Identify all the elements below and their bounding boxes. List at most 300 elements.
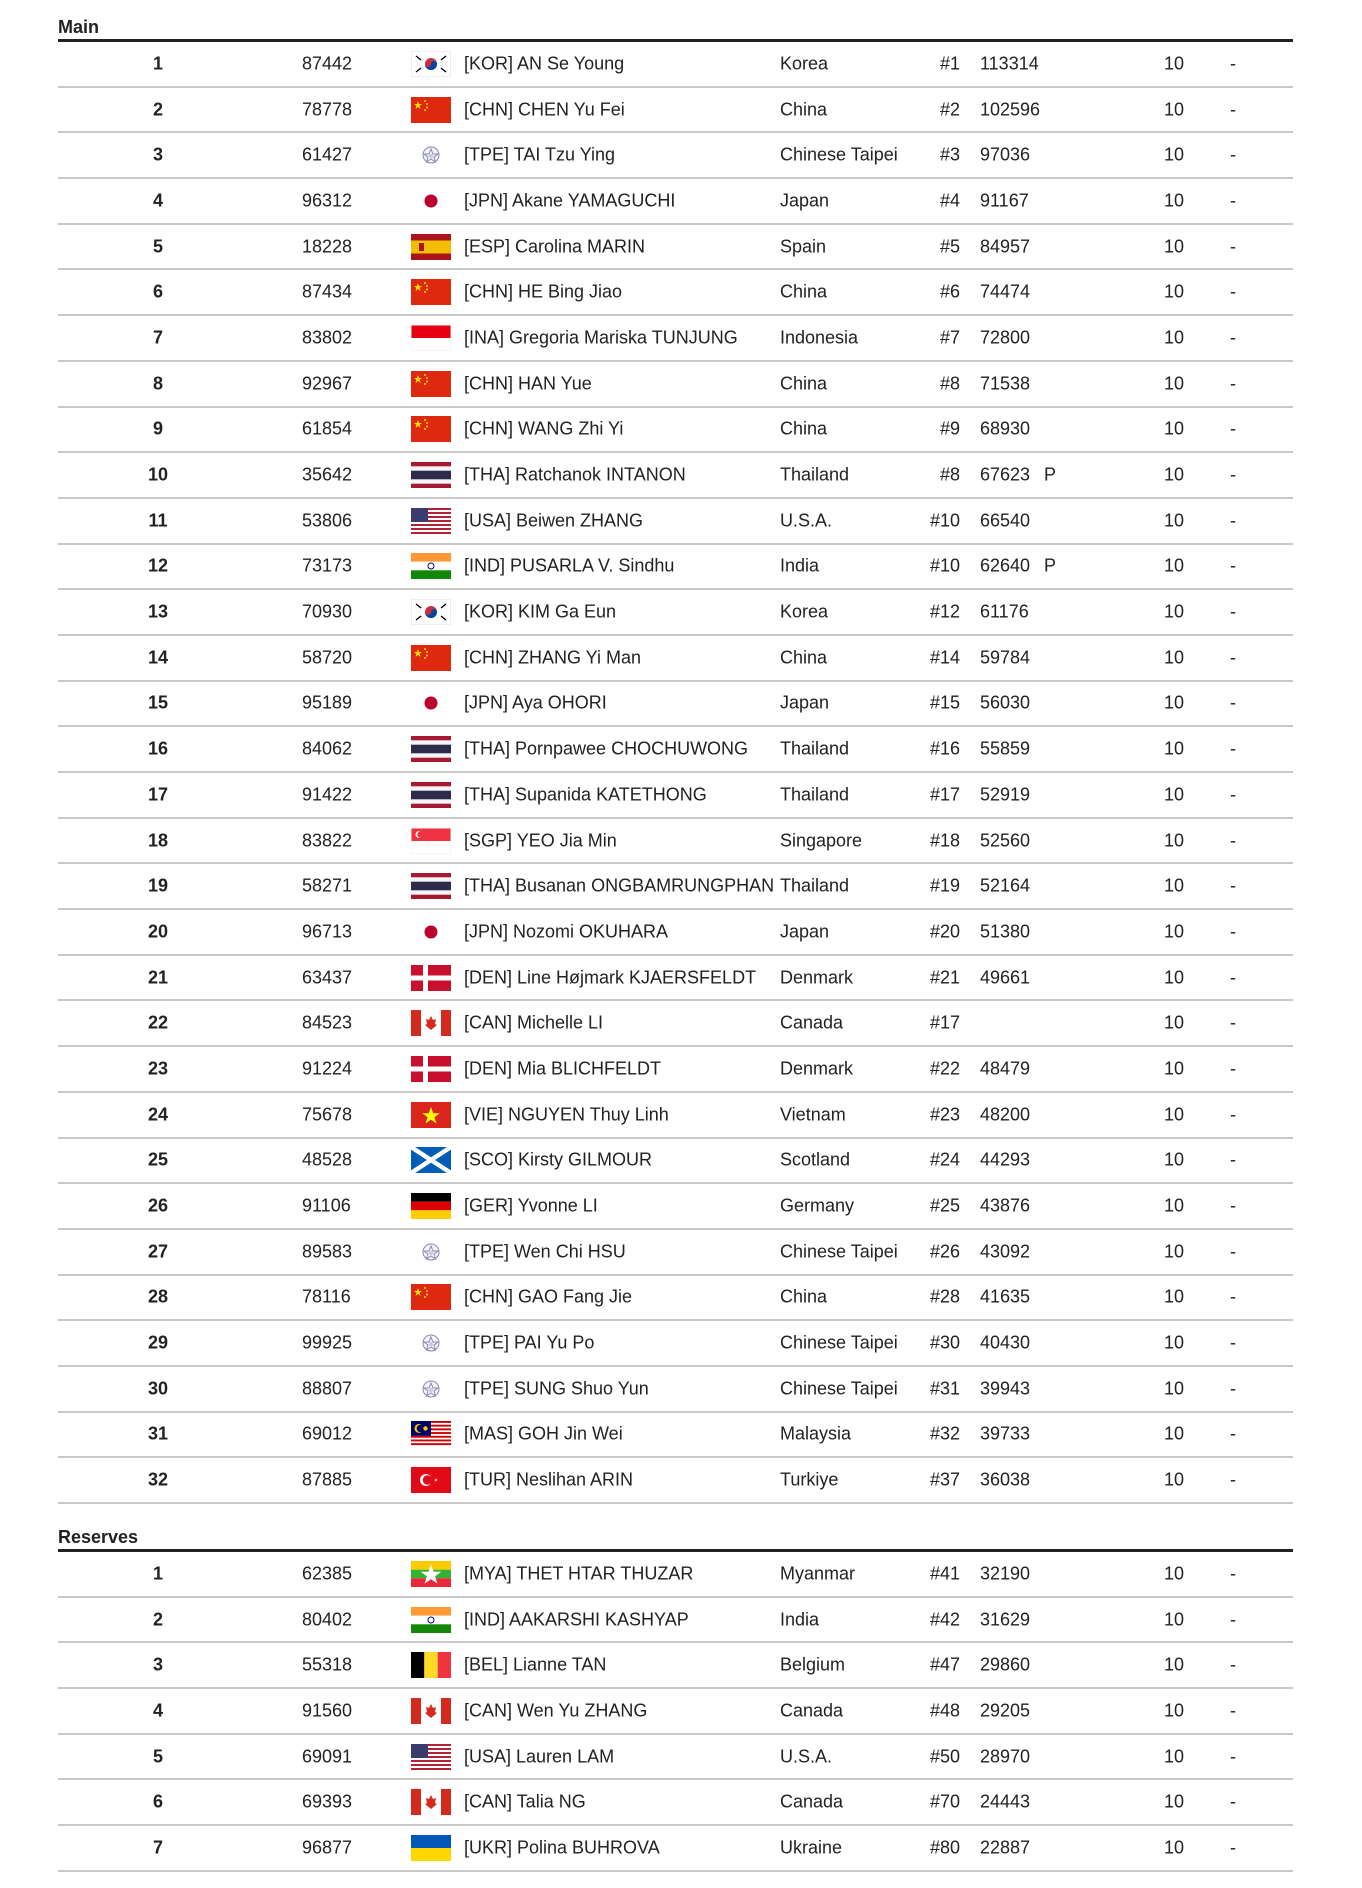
player-name-cell: [THA] Busanan ONGBAMRUNGPHAN bbox=[464, 875, 775, 896]
kor-flag-icon bbox=[411, 51, 451, 77]
table-row bbox=[58, 1001, 1293, 1047]
player-id-cell: 84523 bbox=[302, 1012, 353, 1033]
mya-flag-icon bbox=[411, 1561, 451, 1587]
world-ranking-cell: #14 bbox=[929, 647, 960, 668]
tournaments-cell: 10 bbox=[1164, 1563, 1185, 1584]
country-cell: U.S.A. bbox=[780, 1746, 833, 1767]
dash-cell: - bbox=[1230, 1469, 1236, 1490]
table-row bbox=[58, 408, 1293, 454]
player-name-cell: [TPE] PAI Yu Po bbox=[464, 1332, 595, 1353]
player-name-cell: [UKR] Polina BUHROVA bbox=[464, 1837, 660, 1858]
rank-cell: 7 bbox=[152, 1837, 163, 1858]
world-ranking-cell: #4 bbox=[939, 190, 960, 211]
tournaments-cell: 10 bbox=[1164, 1241, 1185, 1262]
chn-flag-icon bbox=[411, 279, 451, 305]
dash-cell: - bbox=[1230, 1791, 1236, 1812]
player-id-cell: 95189 bbox=[302, 692, 353, 713]
table-row bbox=[58, 42, 1293, 88]
country-cell: Myanmar bbox=[780, 1563, 856, 1584]
chn-flag-icon bbox=[411, 97, 451, 123]
world-ranking-cell: #9 bbox=[939, 418, 960, 439]
world-ranking-cell: #17 bbox=[929, 784, 960, 805]
country-cell: Ukraine bbox=[780, 1837, 843, 1858]
chn-flag-icon bbox=[411, 371, 451, 397]
player-name-cell: [CHN] ZHANG Yi Man bbox=[464, 647, 642, 668]
country-cell: Canada bbox=[780, 1791, 844, 1812]
world-ranking-cell: #42 bbox=[929, 1609, 960, 1630]
player-id-cell: 55318 bbox=[302, 1654, 353, 1675]
rank-cell: 6 bbox=[152, 281, 163, 302]
chn-flag-icon bbox=[411, 416, 451, 442]
rank-cell: 5 bbox=[152, 1746, 163, 1767]
table-row bbox=[58, 545, 1293, 591]
player-id-cell: 87885 bbox=[302, 1469, 353, 1490]
table-row bbox=[58, 590, 1293, 636]
dash-cell: - bbox=[1230, 464, 1236, 485]
points-cell: 56030 bbox=[980, 692, 1031, 713]
player-name-cell: [IND] AAKARSHI KASHYAP bbox=[464, 1609, 689, 1630]
points-cell: 48200 bbox=[980, 1104, 1031, 1125]
dash-cell: - bbox=[1230, 373, 1236, 394]
dash-cell: - bbox=[1230, 1609, 1236, 1630]
player-name-cell: [MAS] GOH Jin Wei bbox=[464, 1423, 623, 1444]
table-row bbox=[58, 1367, 1293, 1413]
can-flag-icon bbox=[411, 1010, 451, 1036]
tournaments-cell: 10 bbox=[1164, 418, 1185, 439]
table-row bbox=[58, 1826, 1293, 1872]
den-flag-icon bbox=[411, 1056, 451, 1082]
player-id-cell: 87434 bbox=[302, 281, 353, 302]
dash-cell: - bbox=[1230, 921, 1236, 942]
tournaments-cell: 10 bbox=[1164, 190, 1185, 211]
player-name-cell: [CAN] Michelle LI bbox=[464, 1012, 604, 1033]
country-cell: Germany bbox=[780, 1195, 855, 1216]
player-id-cell: 18228 bbox=[302, 236, 353, 257]
table-row bbox=[58, 819, 1293, 865]
world-ranking-cell: #18 bbox=[929, 830, 960, 851]
country-cell: Thailand bbox=[780, 784, 850, 805]
table-row bbox=[58, 1598, 1293, 1644]
player-id-cell: 91422 bbox=[302, 784, 353, 805]
tur-flag-icon bbox=[411, 1467, 451, 1493]
points-cell: 72800 bbox=[980, 327, 1031, 348]
player-id-cell: 73173 bbox=[302, 555, 353, 576]
points-cell: 97036 bbox=[980, 144, 1031, 165]
tournaments-cell: 10 bbox=[1164, 738, 1185, 759]
world-ranking-cell: #7 bbox=[939, 327, 960, 348]
rank-cell: 2 bbox=[152, 99, 163, 120]
rank-cell: 26 bbox=[147, 1195, 169, 1216]
table-row bbox=[58, 1552, 1293, 1598]
table-row bbox=[58, 1184, 1293, 1230]
player-name-cell: [CHN] GAO Fang Jie bbox=[464, 1286, 633, 1307]
country-cell: Thailand bbox=[780, 464, 850, 485]
can-flag-icon bbox=[411, 1789, 451, 1815]
tournaments-cell: 10 bbox=[1164, 1423, 1185, 1444]
world-ranking-cell: #23 bbox=[929, 1104, 960, 1125]
world-ranking-cell: #22 bbox=[929, 1058, 960, 1079]
table-row bbox=[58, 1735, 1293, 1781]
player-name-cell: [DEN] Mia BLICHFELDT bbox=[464, 1058, 662, 1079]
player-name-cell: [KOR] AN Se Young bbox=[464, 53, 625, 74]
dash-cell: - bbox=[1230, 190, 1236, 211]
table-row bbox=[58, 270, 1293, 316]
tpe-flag-icon bbox=[411, 1330, 451, 1356]
dash-cell: - bbox=[1230, 647, 1236, 668]
rank-cell: 32 bbox=[147, 1469, 169, 1490]
world-ranking-cell: #41 bbox=[929, 1563, 960, 1584]
player-name-cell: [JPN] Akane YAMAGUCHI bbox=[464, 190, 676, 211]
country-cell: Korea bbox=[780, 53, 829, 74]
dash-cell: - bbox=[1230, 1700, 1236, 1721]
dash-cell: - bbox=[1230, 1058, 1236, 1079]
country-cell: Canada bbox=[780, 1012, 844, 1033]
table-row bbox=[58, 1276, 1293, 1322]
jpn-flag-icon bbox=[411, 919, 451, 945]
world-ranking-cell: #5 bbox=[939, 236, 960, 257]
points-cell: 32190 bbox=[980, 1563, 1031, 1584]
country-cell: Chinese Taipei bbox=[780, 1332, 898, 1353]
tpe-flag-icon bbox=[411, 1239, 451, 1265]
jpn-flag-icon bbox=[411, 690, 451, 716]
dash-cell: - bbox=[1230, 1195, 1236, 1216]
dash-cell: - bbox=[1230, 1378, 1236, 1399]
player-name-cell: [GER] Yvonne LI bbox=[464, 1195, 598, 1216]
dash-cell: - bbox=[1230, 53, 1236, 74]
player-id-cell: 35642 bbox=[302, 464, 353, 485]
player-id-cell: 58271 bbox=[302, 875, 353, 896]
rank-cell: 1 bbox=[152, 1563, 163, 1584]
player-name-cell: [CHN] CHEN Yu Fei bbox=[464, 99, 625, 120]
country-cell: U.S.A. bbox=[780, 510, 833, 531]
player-id-cell: 89583 bbox=[302, 1241, 353, 1262]
world-ranking-cell: #17 bbox=[929, 1012, 960, 1033]
tournaments-cell: 10 bbox=[1164, 1012, 1185, 1033]
table-row bbox=[58, 179, 1293, 225]
ind-flag-icon bbox=[411, 1607, 451, 1633]
points-cell: 39943 bbox=[980, 1378, 1031, 1399]
tournaments-cell: 10 bbox=[1164, 1469, 1185, 1490]
dash-cell: - bbox=[1230, 692, 1236, 713]
ukr-flag-icon bbox=[411, 1835, 451, 1861]
rank-cell: 24 bbox=[147, 1104, 169, 1125]
table-row bbox=[58, 1230, 1293, 1276]
player-id-cell: 99925 bbox=[302, 1332, 353, 1353]
player-name-cell: [IND] PUSARLA V. Sindhu bbox=[464, 555, 675, 576]
player-id-cell: 91560 bbox=[302, 1700, 353, 1721]
dash-cell: - bbox=[1230, 1654, 1236, 1675]
points-cell: 28970 bbox=[980, 1746, 1031, 1767]
player-name-cell: [BEL] Lianne TAN bbox=[464, 1654, 607, 1675]
rank-cell: 12 bbox=[147, 555, 169, 576]
sco-flag-icon bbox=[411, 1147, 451, 1173]
points-cell: 40430 bbox=[980, 1332, 1031, 1353]
bel-flag-icon bbox=[411, 1652, 451, 1678]
player-name-cell: [USA] Lauren LAM bbox=[464, 1746, 615, 1767]
world-ranking-cell: #20 bbox=[929, 921, 960, 942]
points-cell: 48479 bbox=[980, 1058, 1031, 1079]
country-cell: Korea bbox=[780, 601, 829, 622]
dash-cell: - bbox=[1230, 738, 1236, 759]
player-id-cell: 92967 bbox=[302, 373, 353, 394]
table-row bbox=[58, 910, 1293, 956]
player-id-cell: 69012 bbox=[302, 1423, 353, 1444]
main-rows bbox=[58, 42, 1293, 1504]
player-name-cell: [KOR] KIM Ga Eun bbox=[464, 601, 617, 622]
tournaments-cell: 10 bbox=[1164, 1700, 1185, 1721]
tournaments-cell: 10 bbox=[1164, 1286, 1185, 1307]
player-name-cell: [JPN] Aya OHORI bbox=[464, 692, 607, 713]
country-cell: Malaysia bbox=[780, 1423, 852, 1444]
player-name-cell: [CAN] Talia NG bbox=[464, 1791, 586, 1812]
chn-flag-icon bbox=[411, 1284, 451, 1310]
chn-flag-icon bbox=[411, 645, 451, 671]
tournaments-cell: 10 bbox=[1164, 784, 1185, 805]
player-name-cell: [SCO] Kirsty GILMOUR bbox=[464, 1149, 653, 1170]
rank-cell: 7 bbox=[152, 327, 163, 348]
dash-cell: - bbox=[1230, 1104, 1236, 1125]
world-ranking-cell: #15 bbox=[929, 692, 960, 713]
rank-cell: 4 bbox=[152, 190, 163, 211]
rank-cell: 11 bbox=[148, 510, 168, 531]
table-row bbox=[58, 956, 1293, 1002]
dash-cell: - bbox=[1230, 1149, 1236, 1170]
player-id-cell: 58720 bbox=[302, 647, 353, 668]
tournaments-cell: 10 bbox=[1164, 1058, 1185, 1079]
player-name-cell: [INA] Gregoria Mariska TUNJUNG bbox=[464, 327, 738, 348]
country-cell: China bbox=[780, 647, 828, 668]
reserves-rows bbox=[58, 1552, 1293, 1872]
points-cell: 74474 bbox=[980, 281, 1031, 302]
rank-cell: 13 bbox=[147, 601, 169, 622]
player-name-cell: [THA] Ratchanok INTANON bbox=[464, 464, 686, 485]
dash-cell: - bbox=[1230, 601, 1236, 622]
world-ranking-cell: #3 bbox=[939, 144, 960, 165]
player-name-cell: [TPE] TAI Tzu Ying bbox=[464, 144, 616, 165]
world-ranking-cell: #12 bbox=[929, 601, 960, 622]
rank-cell: 4 bbox=[152, 1700, 163, 1721]
world-ranking-cell: #37 bbox=[929, 1469, 960, 1490]
tournaments-cell: 10 bbox=[1164, 875, 1185, 896]
rank-cell: 3 bbox=[152, 144, 163, 165]
rank-cell: 17 bbox=[147, 784, 169, 805]
table-row bbox=[58, 682, 1293, 728]
table-row bbox=[58, 773, 1293, 819]
table-row bbox=[58, 1780, 1293, 1826]
tournaments-cell: 10 bbox=[1164, 692, 1185, 713]
rank-cell: 21 bbox=[147, 967, 169, 988]
world-ranking-cell: #10 bbox=[929, 555, 960, 576]
ger-flag-icon bbox=[411, 1193, 451, 1219]
ina-flag-icon bbox=[411, 325, 451, 351]
table-row bbox=[58, 636, 1293, 682]
table-row bbox=[58, 1321, 1293, 1367]
tha-flag-icon bbox=[411, 462, 451, 488]
player-id-cell: 96877 bbox=[302, 1837, 353, 1858]
reserves-section bbox=[58, 1510, 1293, 1872]
ind-flag-icon bbox=[411, 553, 451, 579]
country-cell: Chinese Taipei bbox=[780, 1378, 898, 1399]
usa-flag-icon bbox=[411, 508, 451, 534]
tournaments-cell: 10 bbox=[1164, 1654, 1185, 1675]
rank-cell: 19 bbox=[147, 875, 169, 896]
player-id-cell: 70930 bbox=[302, 601, 353, 622]
dash-cell: - bbox=[1230, 784, 1236, 805]
table-row bbox=[58, 362, 1293, 408]
country-cell: China bbox=[780, 281, 828, 302]
country-cell: India bbox=[780, 555, 820, 576]
world-ranking-cell: #26 bbox=[929, 1241, 960, 1262]
world-ranking-cell: #50 bbox=[929, 1746, 960, 1767]
rank-cell: 30 bbox=[147, 1378, 169, 1399]
rank-cell: 2 bbox=[152, 1609, 163, 1630]
world-ranking-cell: #2 bbox=[939, 99, 960, 120]
rank-cell: 18 bbox=[147, 830, 169, 851]
player-id-cell: 75678 bbox=[302, 1104, 353, 1125]
tournaments-cell: 10 bbox=[1164, 1791, 1185, 1812]
world-ranking-cell: #8 bbox=[939, 464, 960, 485]
points-cell: 49661 bbox=[980, 967, 1031, 988]
tpe-flag-icon bbox=[411, 1376, 451, 1402]
player-name-cell: [TPE] Wen Chi HSU bbox=[464, 1241, 626, 1262]
world-ranking-cell: #48 bbox=[929, 1700, 960, 1721]
points-cell: 36038 bbox=[980, 1469, 1031, 1490]
tpe-flag-icon bbox=[411, 142, 451, 168]
world-ranking-cell: #70 bbox=[929, 1791, 960, 1812]
player-name-cell: [JPN] Nozomi OKUHARA bbox=[464, 921, 669, 942]
points-cell: 29205 bbox=[980, 1700, 1031, 1721]
country-cell: Turkiye bbox=[780, 1469, 839, 1490]
points-cell: 113314 bbox=[980, 53, 1039, 74]
player-name-cell: [TPE] SUNG Shuo Yun bbox=[464, 1378, 649, 1399]
country-cell: Chinese Taipei bbox=[780, 1241, 898, 1262]
points-cell: 102596 bbox=[980, 99, 1041, 120]
tournaments-cell: 10 bbox=[1164, 1195, 1185, 1216]
rank-cell: 8 bbox=[152, 373, 163, 394]
table-row bbox=[58, 1139, 1293, 1185]
rank-cell: 28 bbox=[147, 1286, 169, 1307]
world-ranking-cell: #30 bbox=[929, 1332, 960, 1353]
player-id-cell: 78778 bbox=[302, 99, 353, 120]
world-ranking-cell: #31 bbox=[929, 1378, 960, 1399]
rank-cell: 22 bbox=[147, 1012, 169, 1033]
world-ranking-cell: #24 bbox=[929, 1149, 960, 1170]
rank-cell: 9 bbox=[152, 418, 163, 439]
table-row bbox=[58, 133, 1293, 179]
points-cell: 52164 bbox=[980, 875, 1031, 896]
vie-flag-icon bbox=[411, 1102, 451, 1128]
player-id-cell: 88807 bbox=[302, 1378, 353, 1399]
rank-cell: 20 bbox=[147, 921, 169, 942]
points-cell: 62640 bbox=[980, 555, 1031, 576]
table-row bbox=[58, 864, 1293, 910]
rank-cell: 16 bbox=[147, 738, 169, 759]
points-cell: 29860 bbox=[980, 1654, 1031, 1675]
player-name-cell: [SGP] YEO Jia Min bbox=[464, 830, 617, 851]
country-cell: Belgium bbox=[780, 1654, 846, 1675]
country-cell: Thailand bbox=[780, 738, 850, 759]
country-cell: Denmark bbox=[780, 1058, 854, 1079]
player-name-cell: [THA] Supanida KATETHONG bbox=[464, 784, 707, 805]
esp-flag-icon bbox=[411, 234, 451, 260]
world-ranking-cell: #8 bbox=[939, 373, 960, 394]
world-ranking-cell: #1 bbox=[939, 53, 960, 74]
table-row bbox=[58, 88, 1293, 134]
tournaments-cell: 10 bbox=[1164, 1104, 1185, 1125]
tournaments-cell: 10 bbox=[1164, 373, 1185, 394]
player-name-cell: [DEN] Line Højmark KJAERSFELDT bbox=[464, 967, 757, 988]
rank-cell: 14 bbox=[147, 647, 169, 668]
tournaments-cell: 10 bbox=[1164, 53, 1185, 74]
player-name-cell: [ESP] Carolina MARIN bbox=[464, 236, 646, 257]
mas-flag-icon bbox=[411, 1421, 451, 1447]
dash-cell: - bbox=[1230, 1241, 1236, 1262]
dash-cell: - bbox=[1230, 555, 1236, 576]
player-id-cell: 69393 bbox=[302, 1791, 353, 1812]
points-cell: 66540 bbox=[980, 510, 1031, 531]
rank-cell: 5 bbox=[152, 236, 163, 257]
dash-cell: - bbox=[1230, 144, 1236, 165]
tournaments-cell: 10 bbox=[1164, 967, 1185, 988]
points-cell: 61176 bbox=[980, 601, 1029, 622]
rank-cell: 6 bbox=[152, 1791, 163, 1812]
player-name-cell: [CHN] WANG Zhi Yi bbox=[464, 418, 624, 439]
kor-flag-icon bbox=[411, 599, 451, 625]
country-cell: Japan bbox=[780, 190, 830, 211]
table-row bbox=[58, 1047, 1293, 1093]
table-row bbox=[58, 1093, 1293, 1139]
world-ranking-cell: #16 bbox=[929, 738, 960, 759]
player-name-cell: [THA] Pornpawee CHOCHUWONG bbox=[464, 738, 749, 759]
points-cell: 22887 bbox=[980, 1837, 1031, 1858]
country-cell: Chinese Taipei bbox=[780, 144, 898, 165]
player-id-cell: 63437 bbox=[302, 967, 353, 988]
points-cell: 84957 bbox=[980, 236, 1031, 257]
tournaments-cell: 10 bbox=[1164, 327, 1185, 348]
table-row bbox=[58, 1458, 1293, 1504]
player-id-cell: 84062 bbox=[302, 738, 353, 759]
player-id-cell: 83822 bbox=[302, 830, 353, 851]
points-cell: 68930 bbox=[980, 418, 1031, 439]
world-ranking-cell: #10 bbox=[929, 510, 960, 531]
tournaments-cell: 10 bbox=[1164, 464, 1185, 485]
dash-cell: - bbox=[1230, 1332, 1236, 1353]
dash-cell: - bbox=[1230, 830, 1236, 851]
tournaments-cell: 10 bbox=[1164, 555, 1185, 576]
world-ranking-cell: #19 bbox=[929, 875, 960, 896]
points-cell: 91167 bbox=[980, 190, 1029, 211]
points-cell: 71538 bbox=[980, 373, 1031, 394]
world-ranking-cell: #80 bbox=[929, 1837, 960, 1858]
country-cell: Canada bbox=[780, 1700, 844, 1721]
world-ranking-cell: #47 bbox=[929, 1654, 960, 1675]
rank-cell: 25 bbox=[147, 1149, 169, 1170]
rank-cell: 1 bbox=[152, 53, 163, 74]
can-flag-icon bbox=[411, 1698, 451, 1724]
tournaments-cell: 10 bbox=[1164, 1378, 1185, 1399]
player-id-cell: 48528 bbox=[302, 1149, 353, 1170]
player-id-cell: 96312 bbox=[302, 190, 353, 211]
dash-cell: - bbox=[1230, 1423, 1236, 1444]
points-cell: 52560 bbox=[980, 830, 1031, 851]
points-cell: 44293 bbox=[980, 1149, 1031, 1170]
tournaments-cell: 10 bbox=[1164, 601, 1185, 622]
player-id-cell: 61854 bbox=[302, 418, 353, 439]
tournaments-cell: 10 bbox=[1164, 236, 1185, 257]
player-name-cell: [CHN] HE Bing Jiao bbox=[464, 281, 623, 302]
rank-cell: 23 bbox=[147, 1058, 169, 1079]
rank-cell: 3 bbox=[152, 1654, 163, 1675]
